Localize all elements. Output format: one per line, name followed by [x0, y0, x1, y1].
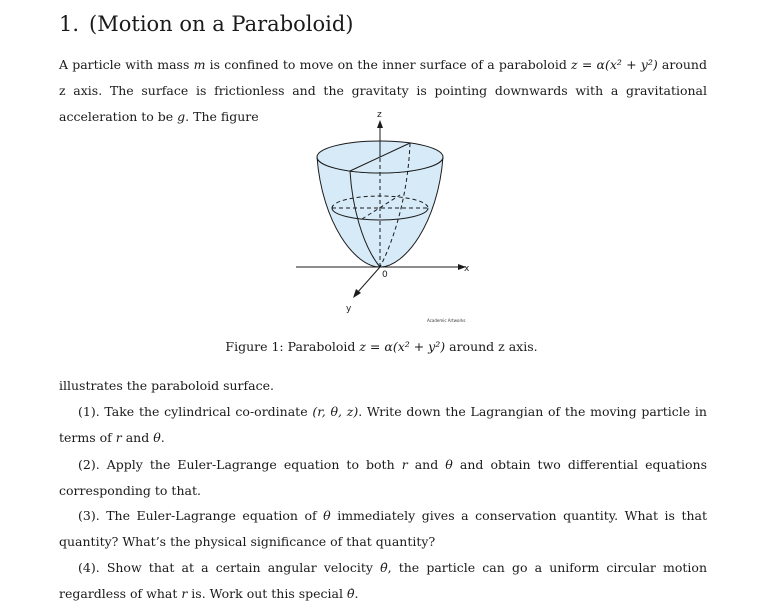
origin-label: 0	[382, 270, 388, 280]
y-axis-label: y	[346, 304, 352, 314]
intro-text-2: is confined to move on the inner surface of a paraboloid	[205, 57, 572, 72]
question-1	[59, 399, 707, 451]
q2-math-theta: θ	[445, 457, 453, 472]
q1-math-r: r	[115, 430, 122, 445]
caption-math: z = α(x² + y²)	[359, 339, 446, 354]
intro-math-gravity: g	[177, 109, 186, 124]
q1-math-coords: (r, θ, z)	[312, 404, 359, 419]
question-2	[59, 452, 707, 504]
x-axis-label: x	[464, 264, 470, 274]
q4-math-theta-dot-2: θ̇	[346, 586, 355, 601]
continuation-text: illustrates the paraboloid surface.	[59, 378, 274, 393]
q4-text-2: , the particle can go a uniform circular motion regardless of what	[59, 560, 707, 601]
q2-text-1: (2). Apply the Euler-Lagrange equation to both	[78, 457, 402, 472]
q4-math-theta-dot: θ̇	[380, 560, 388, 575]
q1-text-3: and	[121, 430, 154, 445]
q4-text-1: (4). Show that at a certain angular velocity	[78, 560, 381, 575]
caption-suffix: around z axis.	[445, 339, 538, 354]
q1-text-1: (1). Take the cylindrical co-ordinate	[78, 404, 313, 419]
intro-math-paraboloid: z = α(x² + y²)	[571, 57, 658, 72]
question-4	[59, 555, 707, 607]
section-title-text: (Motion on a Paraboloid)	[89, 12, 354, 36]
q1-math-theta: θ	[153, 430, 161, 445]
q3-text-1: (3). The Euler-Lagrange equation of	[78, 508, 324, 523]
q1-text-4: .	[160, 430, 165, 445]
q2-text-2: and	[407, 457, 446, 472]
q3-math-theta: θ	[323, 508, 331, 523]
q3-text-2: immediately gives a conservation quantity. What is that quantity? What’s the physical significance of that quantity?	[59, 508, 707, 549]
q4-text-3: is. Work out this special	[187, 586, 347, 601]
z-axis-arrowhead	[377, 120, 383, 128]
intro-math-mass: m	[193, 57, 206, 72]
section-number: 1.	[59, 12, 80, 36]
y-axis	[357, 267, 380, 293]
figure-watermark: Academic Artworks	[427, 318, 466, 323]
intro-text-4: . The figure	[185, 109, 259, 124]
intro-text-3: around z axis. The surface is frictionless and the gravitaty is pointing downwards with a gravitational acceleration to be	[59, 57, 707, 124]
q4-math-r: r	[181, 586, 188, 601]
intro-text-1: A particle with mass	[59, 57, 194, 72]
q1-text-2: . Write down the Lagrangian of the moving particle in terms of	[59, 404, 707, 445]
q2-text-3: and obtain two differential equations corresponding to that.	[59, 457, 707, 498]
question-3	[59, 503, 707, 555]
z-axis-label: z	[377, 110, 382, 120]
figure-caption	[0, 339, 763, 354]
q4-text-4: .	[354, 586, 359, 601]
caption-prefix: Figure 1: Paraboloid	[225, 339, 360, 354]
section-title	[59, 12, 354, 36]
q2-math-r: r	[401, 457, 408, 472]
paraboloid-figure	[290, 105, 480, 327]
